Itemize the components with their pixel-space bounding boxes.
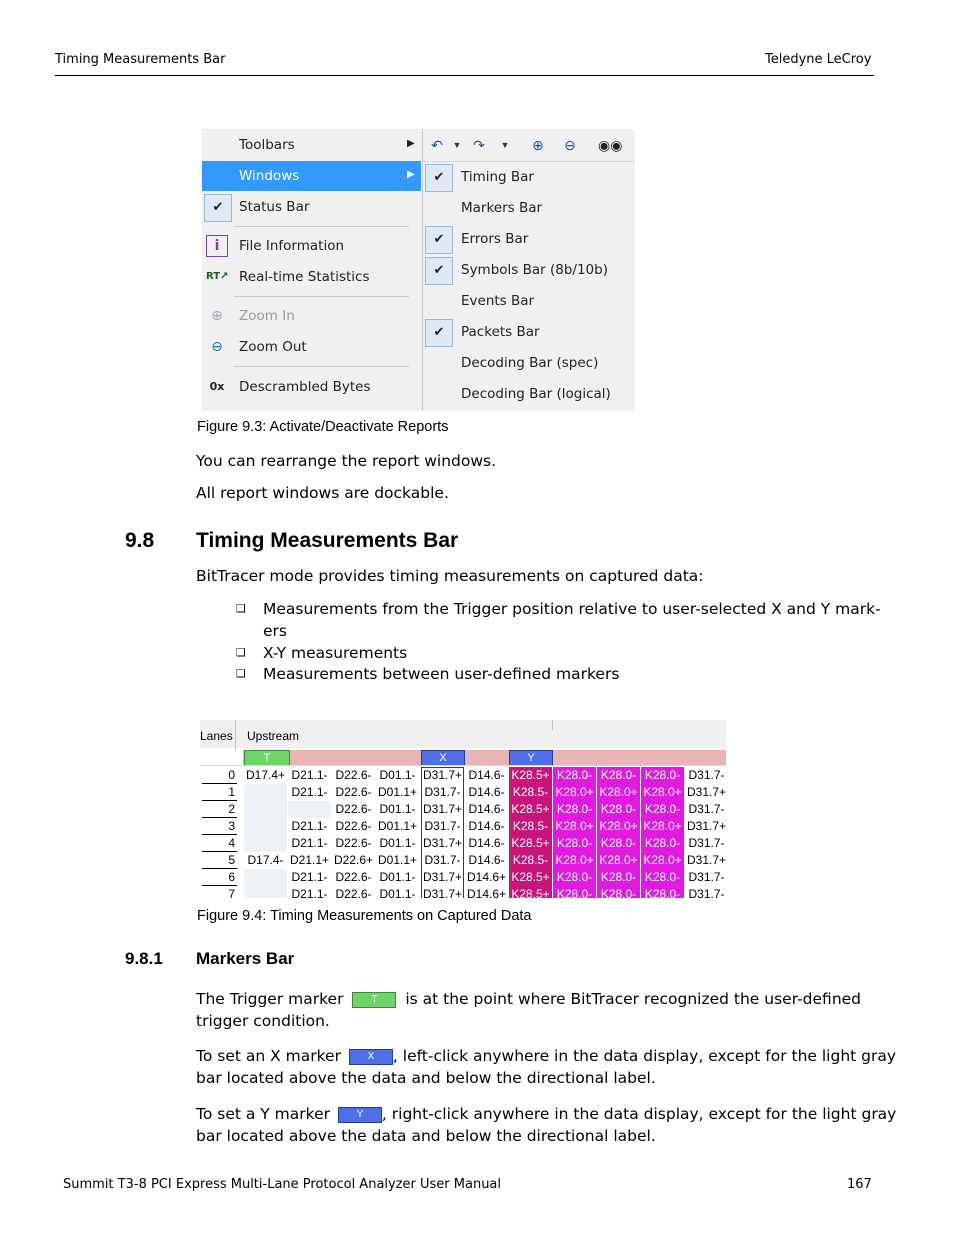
y-marker-chip: Y: [338, 1107, 382, 1123]
symbol-cell[interactable]: D31.7-: [685, 835, 726, 852]
symbol-cell[interactable]: D31.7-: [421, 852, 464, 869]
windows-menu-screenshot: [202, 129, 635, 411]
symbol-cell[interactable]: [244, 835, 287, 852]
text-span: To set an X marker: [196, 1047, 341, 1065]
symbol-cell[interactable]: D14.6-: [465, 818, 508, 835]
footer-title: Summit T3-8 PCI Express Multi-Lane Protocol Analyzer User Manual: [63, 1177, 502, 1192]
symbol-cell[interactable]: D01.1-: [376, 886, 419, 898]
submenu-item-label: Timing Bar: [461, 169, 534, 185]
bullet-text: ers: [263, 622, 287, 640]
symbol-cell[interactable]: K28.0+: [553, 784, 596, 801]
submenu-item-label: Markers Bar: [461, 200, 543, 216]
submenu-item-label: Decoding Bar (spec): [461, 355, 599, 371]
symbol-cell[interactable]: K28.5-: [509, 852, 552, 869]
menu-item-label: Zoom Out: [239, 339, 307, 355]
menu-item-label: Windows: [239, 168, 300, 184]
grid-separator: [200, 765, 726, 766]
symbol-cell[interactable]: K28.0-: [597, 886, 640, 898]
symbol-cell[interactable]: K28.0+: [641, 852, 684, 869]
symbol-cell[interactable]: K28.0+: [641, 818, 684, 835]
symbol-cell[interactable]: D21.1-: [288, 818, 331, 835]
lane-number: 3: [202, 818, 237, 835]
header-rule: [55, 75, 874, 76]
symbol-cell[interactable]: K28.5-: [509, 818, 552, 835]
submenu-item-events-bar[interactable]: [423, 286, 635, 316]
symbol-cell[interactable]: D01.1-: [376, 767, 419, 784]
symbol-cell[interactable]: [244, 886, 287, 898]
symbol-cell[interactable]: D31.7+: [422, 870, 463, 884]
checkmark-icon: ✔: [425, 257, 453, 285]
y-marker[interactable]: Y: [509, 750, 553, 766]
submenu-item-label: Decoding Bar (logical): [461, 386, 611, 402]
trigger-marker-chip: T: [352, 992, 396, 1008]
zoom-out-icon: ⊖: [211, 339, 223, 355]
submenu-arrow-icon: ▶: [407, 138, 415, 149]
x-marker-chip: X: [349, 1049, 393, 1065]
info-icon: i: [206, 235, 228, 257]
x-marker[interactable]: X: [421, 750, 465, 766]
symbol-cell[interactable]: D31.7-: [685, 869, 726, 886]
descramble-icon: 0x: [209, 380, 225, 393]
symbol-cell[interactable]: K28.0-: [641, 801, 684, 818]
x-marker-paragraph: [196, 1045, 896, 1067]
lane-number: 2: [202, 801, 237, 818]
view-menu: [202, 129, 421, 411]
symbol-cell[interactable]: D01.1-: [376, 801, 419, 818]
marker-bar[interactable]: [243, 750, 726, 765]
direction-label: Upstream: [247, 729, 300, 743]
bullet-box-icon: ❑: [236, 646, 246, 659]
column-divider: [552, 720, 553, 730]
symbol-cell[interactable]: K28.5+: [509, 801, 552, 818]
symbol-cell[interactable]: D14.6-: [465, 801, 508, 818]
dropdown-arrow-icon[interactable]: ▼: [500, 140, 510, 150]
symbol-cell[interactable]: D31.7-: [421, 784, 464, 801]
redo-icon[interactable]: ↷: [473, 137, 485, 153]
menu-item-file-information[interactable]: [202, 231, 421, 261]
dropdown-arrow-icon[interactable]: ▼: [452, 140, 462, 150]
symbol-cell[interactable]: D14.6-: [465, 852, 508, 869]
menu-item-descrambled-bytes[interactable]: [202, 372, 421, 402]
submenu-item-decoding-bar-spec[interactable]: [423, 348, 635, 378]
symbol-cell[interactable]: K28.0-: [641, 767, 684, 784]
symbol-cell[interactable]: K28.0-: [553, 869, 596, 886]
submenu-item-errors-bar[interactable]: [423, 224, 635, 254]
symbol-cell[interactable]: K28.0-: [597, 869, 640, 886]
symbol-cell[interactable]: K28.0+: [597, 852, 640, 869]
undo-icon[interactable]: ↶: [431, 137, 443, 153]
submenu-item-label: Packets Bar: [461, 324, 540, 340]
zoom-in-icon[interactable]: ⊕: [532, 137, 544, 153]
symbol-cell[interactable]: D31.7-: [685, 886, 726, 898]
stats-icon: RT↗: [206, 271, 229, 282]
menu-item-toolbars[interactable]: [202, 130, 421, 160]
checkmark-icon: ✔: [204, 194, 232, 222]
symbol-cell[interactable]: K28.5+: [509, 767, 552, 784]
paragraph-line: bar located above the data and below the directional label.: [196, 1069, 656, 1087]
symbol-cell[interactable]: D21.1-: [288, 835, 331, 852]
symbol-cell[interactable]: K28.0+: [553, 818, 596, 835]
running-header-right: Teledyne LeCroy: [765, 52, 872, 67]
subsection-number: 9.8.1: [125, 949, 163, 968]
bullet-box-icon: ❑: [236, 667, 246, 680]
symbol-cell[interactable]: D31.7+: [422, 836, 463, 850]
symbol-cell[interactable]: K28.0-: [641, 835, 684, 852]
symbol-cell[interactable]: D31.7+: [422, 802, 463, 816]
menu-item-real-time-statistics[interactable]: [202, 262, 421, 292]
symbol-cell[interactable]: [244, 784, 287, 801]
symbol-cell[interactable]: D22.6-: [332, 869, 375, 886]
lane-number: 7: [202, 886, 237, 898]
lane-number: 6: [202, 869, 237, 886]
symbol-cell[interactable]: K28.0-: [553, 886, 596, 898]
symbol-cell[interactable]: D21.1+: [289, 853, 330, 867]
symbol-cell[interactable]: D17.4-: [244, 852, 287, 869]
checkmark-icon: ✔: [425, 319, 453, 347]
symbol-cell[interactable]: D21.1-: [288, 767, 331, 784]
figure-caption: Figure 9.3: Activate/Deactivate Reports: [197, 419, 449, 435]
section-number: 9.8: [125, 529, 155, 552]
submenu-item-label: Errors Bar: [461, 231, 529, 247]
checkmark-icon: ✔: [425, 164, 453, 192]
symbol-cell[interactable]: D31.7-: [685, 767, 726, 784]
text-span: , left-click anywhere in the data display, except for the light gray: [392, 1047, 897, 1065]
menu-item-label: Status Bar: [239, 199, 310, 215]
symbol-cell[interactable]: D22.6-: [332, 801, 375, 818]
symbol-cell[interactable]: D31.7+: [686, 853, 726, 867]
symbol-cell[interactable]: D01.1-: [376, 835, 419, 852]
trigger-marker[interactable]: T: [244, 750, 290, 766]
symbol-cell[interactable]: K28.0-: [553, 801, 596, 818]
symbol-cell[interactable]: K28.0-: [597, 767, 640, 784]
menu-item-status-bar[interactable]: [202, 192, 421, 222]
subsection-title: Markers Bar: [196, 949, 295, 968]
symbol-cell[interactable]: [244, 801, 287, 818]
zoom-out-icon[interactable]: ⊖: [564, 137, 576, 153]
y-marker-paragraph: [196, 1103, 896, 1125]
bullet-box-icon: ❑: [236, 602, 246, 615]
lane-number: 0: [202, 767, 237, 784]
symbol-cell[interactable]: D14.6-: [465, 835, 508, 852]
trigger-marker-paragraph: [196, 988, 861, 1010]
symbol-cell[interactable]: K28.0+: [553, 852, 596, 869]
paragraph-line: trigger condition.: [196, 1012, 330, 1030]
text-span: , right-click anywhere in the data display, except for the light gray: [381, 1105, 897, 1123]
running-header-left: Timing Measurements Bar: [55, 52, 226, 67]
symbol-cell[interactable]: K28.0-: [641, 886, 684, 898]
paragraph: BitTracer mode provides timing measurements on captured data:: [196, 567, 704, 585]
symbol-cell[interactable]: K28.0-: [641, 869, 684, 886]
symbol-cell[interactable]: D31.7+: [686, 819, 726, 833]
text-span: The Trigger marker: [196, 990, 344, 1008]
windows-submenu: [422, 129, 635, 411]
symbol-cell[interactable]: D21.1-: [288, 784, 331, 801]
section-title: Timing Measurements Bar: [196, 529, 459, 552]
bullet-text: X-Y measurements: [263, 644, 408, 662]
symbol-cell[interactable]: D21.1-: [288, 886, 331, 898]
symbol-cell[interactable]: D21.1-: [288, 869, 331, 886]
submenu-item-timing-bar[interactable]: [423, 162, 635, 192]
paragraph-line: bar located above the data and below the directional label.: [196, 1127, 656, 1145]
symbol-cell[interactable]: [244, 818, 287, 835]
paragraph: All report windows are dockable.: [196, 484, 449, 502]
submenu-item-symbols-bar[interactable]: [423, 255, 635, 285]
figure-caption: Figure 9.4: Timing Measurements on Captured Data: [197, 908, 532, 924]
symbol-cell[interactable]: K28.0-: [597, 835, 640, 852]
submenu-item-label: Events Bar: [461, 293, 535, 309]
symbol-cell[interactable]: K28.5+: [509, 886, 552, 898]
symbol-cell[interactable]: D31.7+: [421, 886, 464, 898]
symbol-cell[interactable]: D22.6-: [332, 767, 375, 784]
menu-item-zoom-out[interactable]: [202, 332, 421, 362]
symbol-cell[interactable]: D01.1-: [376, 869, 419, 886]
symbol-cell[interactable]: K28.0-: [553, 835, 596, 852]
symbol-cell[interactable]: D31.7+: [422, 768, 463, 782]
symbol-cell[interactable]: K28.5+: [509, 869, 552, 886]
binoculars-icon[interactable]: ◉◉: [598, 137, 623, 153]
menu-separator: [234, 366, 409, 367]
symbol-cell[interactable]: D31.7-: [685, 801, 726, 818]
symbol-cell[interactable]: D31.7+: [686, 785, 726, 799]
lane-number: 4: [202, 835, 237, 852]
symbol-cell[interactable]: D22.6-: [332, 818, 375, 835]
symbol-cell[interactable]: K28.0-: [553, 767, 596, 784]
lane-number: 1: [202, 784, 237, 801]
symbol-cell[interactable]: D14.6+: [465, 886, 508, 898]
symbol-cell[interactable]: K28.0+: [597, 784, 640, 801]
symbol-cell[interactable]: D31.7-: [421, 818, 464, 835]
symbol-cell[interactable]: [244, 869, 287, 886]
menu-item-label: Real-time Statistics: [239, 269, 370, 285]
paragraph: You can rearrange the report windows.: [196, 452, 497, 470]
column-divider: [235, 720, 236, 750]
symbol-cell[interactable]: K28.0+: [641, 784, 684, 801]
symbol-cell[interactable]: D22.6-: [332, 784, 375, 801]
menu-item-label: Descrambled Bytes: [239, 379, 371, 395]
bullet-text: Measurements between user-defined markers: [263, 665, 620, 683]
symbol-cell[interactable]: D01.1+: [377, 853, 418, 867]
submenu-item-packets-bar[interactable]: [423, 317, 635, 347]
menu-item-label: Toolbars: [239, 137, 295, 153]
submenu-item-label: Symbols Bar (8b/10b): [461, 262, 608, 278]
menu-item-zoom-in[interactable]: [202, 301, 421, 331]
symbol-cell[interactable]: D22.6+: [333, 853, 374, 867]
lanes-label: Lanes: [200, 729, 233, 743]
checkmark-icon: ✔: [425, 226, 453, 254]
menu-item-label: Zoom In: [239, 308, 295, 324]
symbol-cell[interactable]: [288, 801, 331, 818]
toolbar-strip: [423, 129, 635, 162]
menu-separator: [234, 226, 409, 227]
bullet-text: Measurements from the Trigger position relative to user-selected X and Y mark-: [263, 600, 881, 618]
symbol-cell[interactable]: D14.6-: [465, 784, 508, 801]
symbol-cell[interactable]: D14.6+: [466, 870, 507, 884]
symbol-cell[interactable]: D01.1+: [377, 819, 418, 833]
symbol-cell[interactable]: D22.6-: [332, 886, 375, 898]
lane-number: 5: [202, 852, 237, 869]
submenu-item-markers-bar[interactable]: [423, 193, 635, 223]
menu-separator: [234, 296, 409, 297]
symbol-cell[interactable]: K28.5-: [509, 784, 552, 801]
menu-item-windows[interactable]: [202, 161, 421, 191]
symbol-cell[interactable]: D22.6-: [332, 835, 375, 852]
symbol-cell[interactable]: D17.4+: [245, 768, 286, 782]
submenu-arrow-icon: ▶: [407, 169, 415, 180]
submenu-item-decoding-bar-logical[interactable]: [423, 379, 635, 409]
symbol-cell[interactable]: D01.1+: [377, 785, 418, 799]
timing-data-grid[interactable]: [200, 720, 726, 898]
menu-item-label: File Information: [239, 238, 345, 254]
page-number: 167: [847, 1177, 872, 1192]
text-span: is at the point where BitTracer recognized the user-defined: [405, 990, 862, 1008]
symbol-cell[interactable]: K28.0+: [597, 818, 640, 835]
symbol-cell[interactable]: K28.5+: [509, 835, 552, 852]
zoom-in-icon: ⊕: [211, 308, 223, 324]
symbol-cell[interactable]: K28.0-: [597, 801, 640, 818]
symbol-cell[interactable]: D14.6-: [465, 767, 508, 784]
text-span: To set a Y marker: [196, 1105, 330, 1123]
